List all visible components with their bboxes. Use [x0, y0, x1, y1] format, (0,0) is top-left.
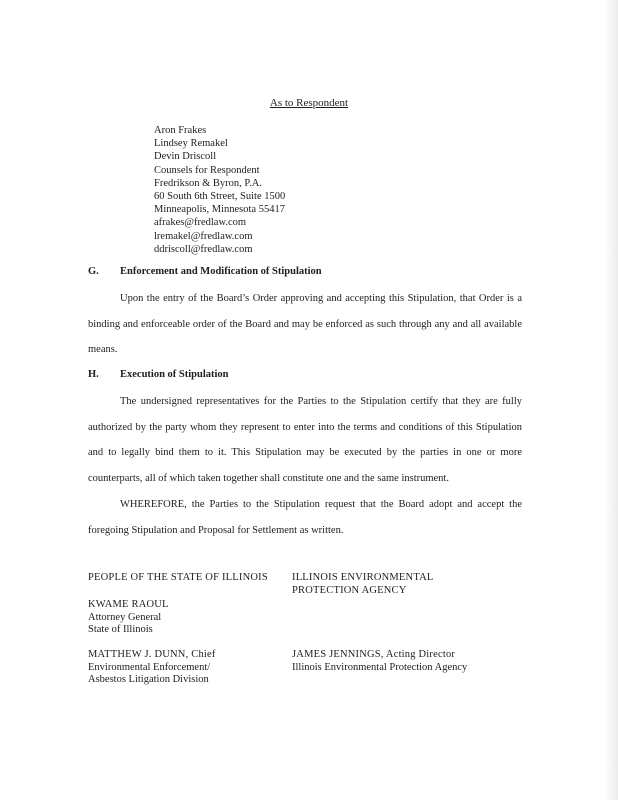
section-letter: G. — [88, 266, 99, 277]
section-h-heading — [88, 369, 229, 380]
section-h-paragraph: The undersigned representatives for the Parties to the Stipulation certify that they are fully authorized by the party whom they represent to enter into the terms and conditions of this Stipulation and to legally bind them to it. This Stipulation may be executed by the parties in one or more counterparts, all of which taken together shall constitute one and the same instrument. — [88, 396, 522, 484]
ag-title: Attorney General — [88, 611, 162, 623]
contact-email: lremakel@fredlaw.com — [154, 230, 253, 242]
contact-line: Fredrikson & Byron, P.A. — [154, 177, 262, 189]
section-g-paragraph: Upon the entry of the Board’s Order approving and accepting this Stipulation, that Order is a binding and enforceable order of the Board and may be enforced as such through any and all available means. — [88, 293, 522, 355]
ag-name: KWAME RAOUL — [88, 599, 169, 610]
contact-line: Devin Driscoll — [154, 151, 217, 163]
director-signature-block — [292, 649, 467, 674]
contact-line: Minneapolis, Minnesota 55417 — [154, 204, 285, 216]
chief-division: Asbestos Litigation Division — [88, 674, 209, 685]
contact-line: Counsels for Respondent — [154, 164, 260, 176]
contact-email: afrakes@fredlaw.com — [154, 217, 247, 229]
agency-signature-header: ILLINOIS ENVIRONMENTAL PROTECTION AGENCY — [292, 572, 434, 596]
contact-email: ddriscoll@fredlaw.com — [154, 243, 253, 255]
director-name: JAMES JENNINGS, Acting Director — [292, 649, 456, 660]
director-title: Illinois Environmental Protection Agency — [292, 661, 468, 673]
chief-name: MATTHEW J. DUNN, Chief — [88, 649, 216, 660]
section-title: Execution of Stipulation — [120, 369, 229, 380]
people-signature-header: PEOPLE OF THE STATE OF ILLINOIS — [88, 572, 268, 583]
section-g-heading — [88, 266, 322, 277]
contact-line: Aron Frakes — [154, 125, 207, 136]
attorney-general-block — [88, 599, 169, 637]
contact-line: Lindsey Remakel — [154, 138, 228, 150]
section-title: Enforcement and Modification of Stipulation — [120, 266, 322, 277]
as-to-respondent-heading: As to Respondent — [269, 97, 349, 109]
respondent-contact-block — [154, 124, 285, 256]
ag-state: State of Illinois — [88, 624, 153, 635]
contact-line: 60 South 6th Street, Suite 1500 — [154, 191, 286, 203]
chief-title: Environmental Enforcement/ — [88, 661, 211, 673]
scan-edge-shadow — [604, 0, 618, 800]
section-letter: H. — [88, 369, 99, 380]
wherefore-paragraph: WHEREFORE, the Parties to the Stipulation request that the Board adopt and accept the foregoing Stipulation and Proposal for Settlement as written. — [88, 499, 522, 536]
chief-signature-block — [88, 649, 216, 687]
